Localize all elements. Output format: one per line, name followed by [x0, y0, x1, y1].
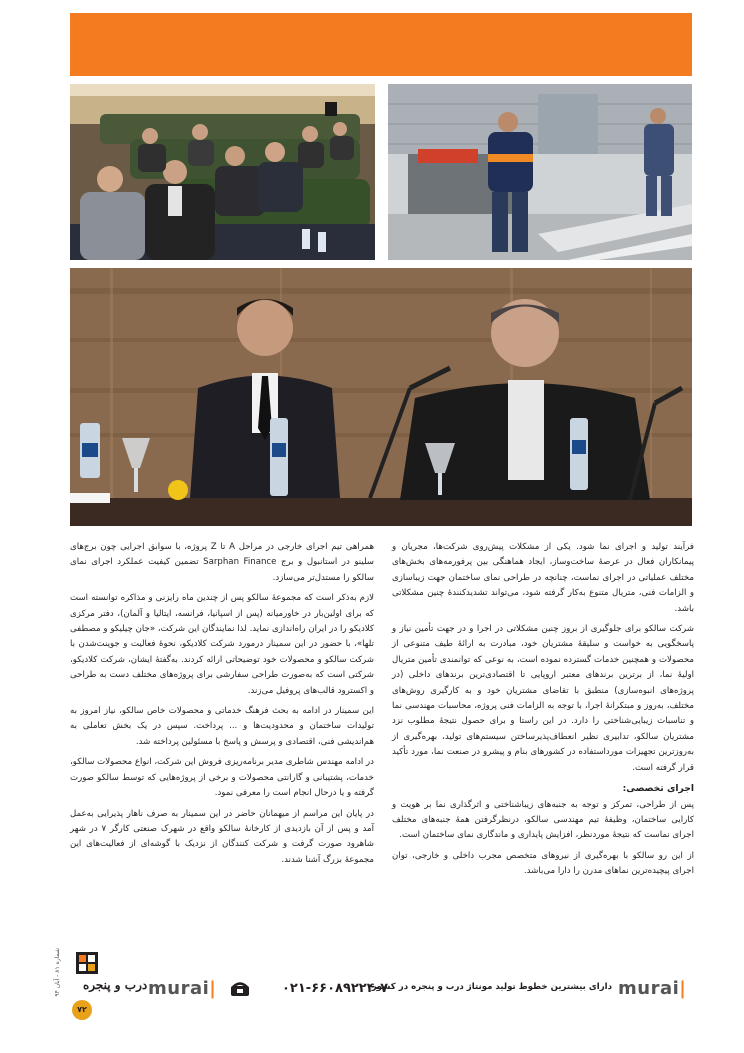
paragraph: در پایان این مراسم از میهمانان حاضر در این سمینار به صرف ناهار پذیرایی به‌عمل آمد و پس از آن بازدیدی از کارخانهٔ سالکو واقع در شهرک صنعتی کارگر ۷ در شهر شاهرود صورت گرفت و شرکت کنندگان از نزدیک با گوشه‌ای از فعالیت‌های این مجموعهٔ بزرگ آشنا شدند. [70, 808, 374, 865]
window-icon [74, 950, 100, 976]
paragraph: همراهی تیم اجرای خارجی در مراحل A تا Z پروژه، با سوابق اجرایی چون برج‌های سلینو در استانبول و برج Sarphan Finance تضمین کیفیت عملکرد اجرای نمای سالکو را مستدل‌تر می‌سازد. [70, 542, 375, 583]
speakers-panel-photo [70, 268, 692, 526]
article-left-column [70, 540, 374, 873]
article-right-column [392, 540, 694, 885]
paragraph: شرکت سالکو برای جلوگیری از بروز چنین مشکلاتی در اجرا و در جهت تأمین نیاز و پاسخگویی به خواست و سلیقهٔ مشتریان خود، مبادرت به ارائهٔ طیف متنوعی از محصولات و همچنین خدمات گسترده نموده است، به نوعی که توانمندی تأمین متریال اولیهٔ نما، از برترین برندهای معتبر اروپایی تا اقتصادی‌ترین برندهای داخلی (در پروژه‌های انبوه‌سازی) منطبق با تقاضای مشتریان خود و به کارگیری روش‌های مختلف، به‌روز و مبتکرانهٔ اجرا، با توجه به الزامات فنی پروژه، محاسبات مهندسی نما و تناسبات زیبایی‌شناختی را دارد. در این راستا و برای حصول نتیجهٔ مطلوب نزد مشتریان سالکو، تدابیری نظیر انعطاف‌پذیرساختن سیستم‌های تولید، بهره‌گیری از به‌روزترین تجهیزات مورداستفاده در کشورهای بنام و پیشرو در صنعت نما، مورد تأکید قرار گرفته است. [392, 624, 694, 773]
phone-icon [230, 982, 250, 996]
page-number: ۷۲ [72, 1000, 92, 1020]
factory-workers-photo [388, 84, 692, 260]
seminar-audience-photo [70, 84, 375, 260]
murai-logo: murai| [148, 978, 217, 999]
paragraph: این سمینار در ادامه به بحث فرهنگ خدماتی و محصولات خاص سالکو، نیاز امروز به تولیدات ساختمان و محدودیت‌ها و ... پرداخت. سپس در یک بخش تعاملی به هم‌اندیشی فنی، اقتصادی و پرسش و پاسخ با مسئولین پرداخته شد. [70, 706, 374, 747]
footer-slogan: دارای بیشترین خطوط تولید مونتاژ درب و پنجره در کشور [371, 982, 612, 992]
paragraph: فرآیند تولید و اجرای نما شود. یکی از مشکلات پیش‌روی شرکت‌ها، مجریان و پیمانکاران فعال در عرصهٔ ساخت‌وساز، ایجاد هماهنگی بین پرفورمه‌های بخش‌های مختلف عملیاتی در اجرای نماست، چنانچه در طراحی نمای ساختمان جهت زیباسازی و الزامات فنی، متریال متنوع به‌کار گرفته شود، می‌تواند تشدیدکنندهٔ چنین مشکلاتی باشد. [392, 542, 694, 614]
phone-number: ۰۲۱-۶۶۰۸۹۲۲۴-۷ [282, 981, 389, 996]
section-heading: اجرای تخصصی: [622, 783, 694, 795]
murai-logo: murai| [618, 978, 687, 999]
paragraph: از این رو سالکو با بهره‌گیری از نیروهای متخصص مجرب داخلی و خارجی، توان اجرای پیچیده‌ترین نماهای مدرن را دارا می‌باشد. [392, 850, 694, 877]
paragraph: در ادامه مهندس شاطری مدیر برنامه‌ریزی فروش این شرکت، انواع محصولات سالکو، خدمات، پشتیبانی و گارانتی محصولات و برخی از پروژه‌هایی که توسط سالکو صورت گرفته و یا درحال انجام است را معرفی نمود. [70, 757, 374, 799]
header-banner [70, 13, 692, 76]
issue-info: شماره ۸۱ - آبان ۹۴ [54, 948, 61, 997]
magazine-title: درب و پنجره [83, 978, 148, 992]
paragraph: پس از طراحی، تمرکز و توجه به جنبه‌های زیباشناختی و اثرگذاری نما بر هویت و کارایی ساختمان، وظیفهٔ تیم مهندسی سالکو، درنظرگرفتن همهٔ جنبه‌های مختلف اجرای نماست که نتیجهٔ موردنظر، افزایش پایداری و ماندگاری نمای ساختمان است. [392, 799, 694, 841]
page-footer [50, 948, 710, 1030]
paragraph: لازم به‌ذکر است که مجموعهٔ سالکو پس از چندین ماه رایزنی و مذاکره توانسته است که برای اولین‌بار در خاورمیانه (پس از اسپانیا، فرانسه، ایتالیا و آلمان)، دفتر مرکزی کلادیکو را در ایران راه‌اندازی نماید. لذا نمایندگان این شرکت، «جان چیلیکو و مصطفی تلها»، با حضور در این سمینار درمورد شرکت کلادیکو، نحوهٔ فعالیت و جوینت‌شدن با شرکت سالکو و محصولات خود توضیحاتی ارائه کردند. به‌گفتهٔ ایشان، شرکت کلادیکو، شرکتی است که به‌صورت طراحی سفارشی برای پروژه‌های مختلف دست به طراحی و اکسترود قالب‌های پروفیل می‌زند. [70, 593, 374, 696]
